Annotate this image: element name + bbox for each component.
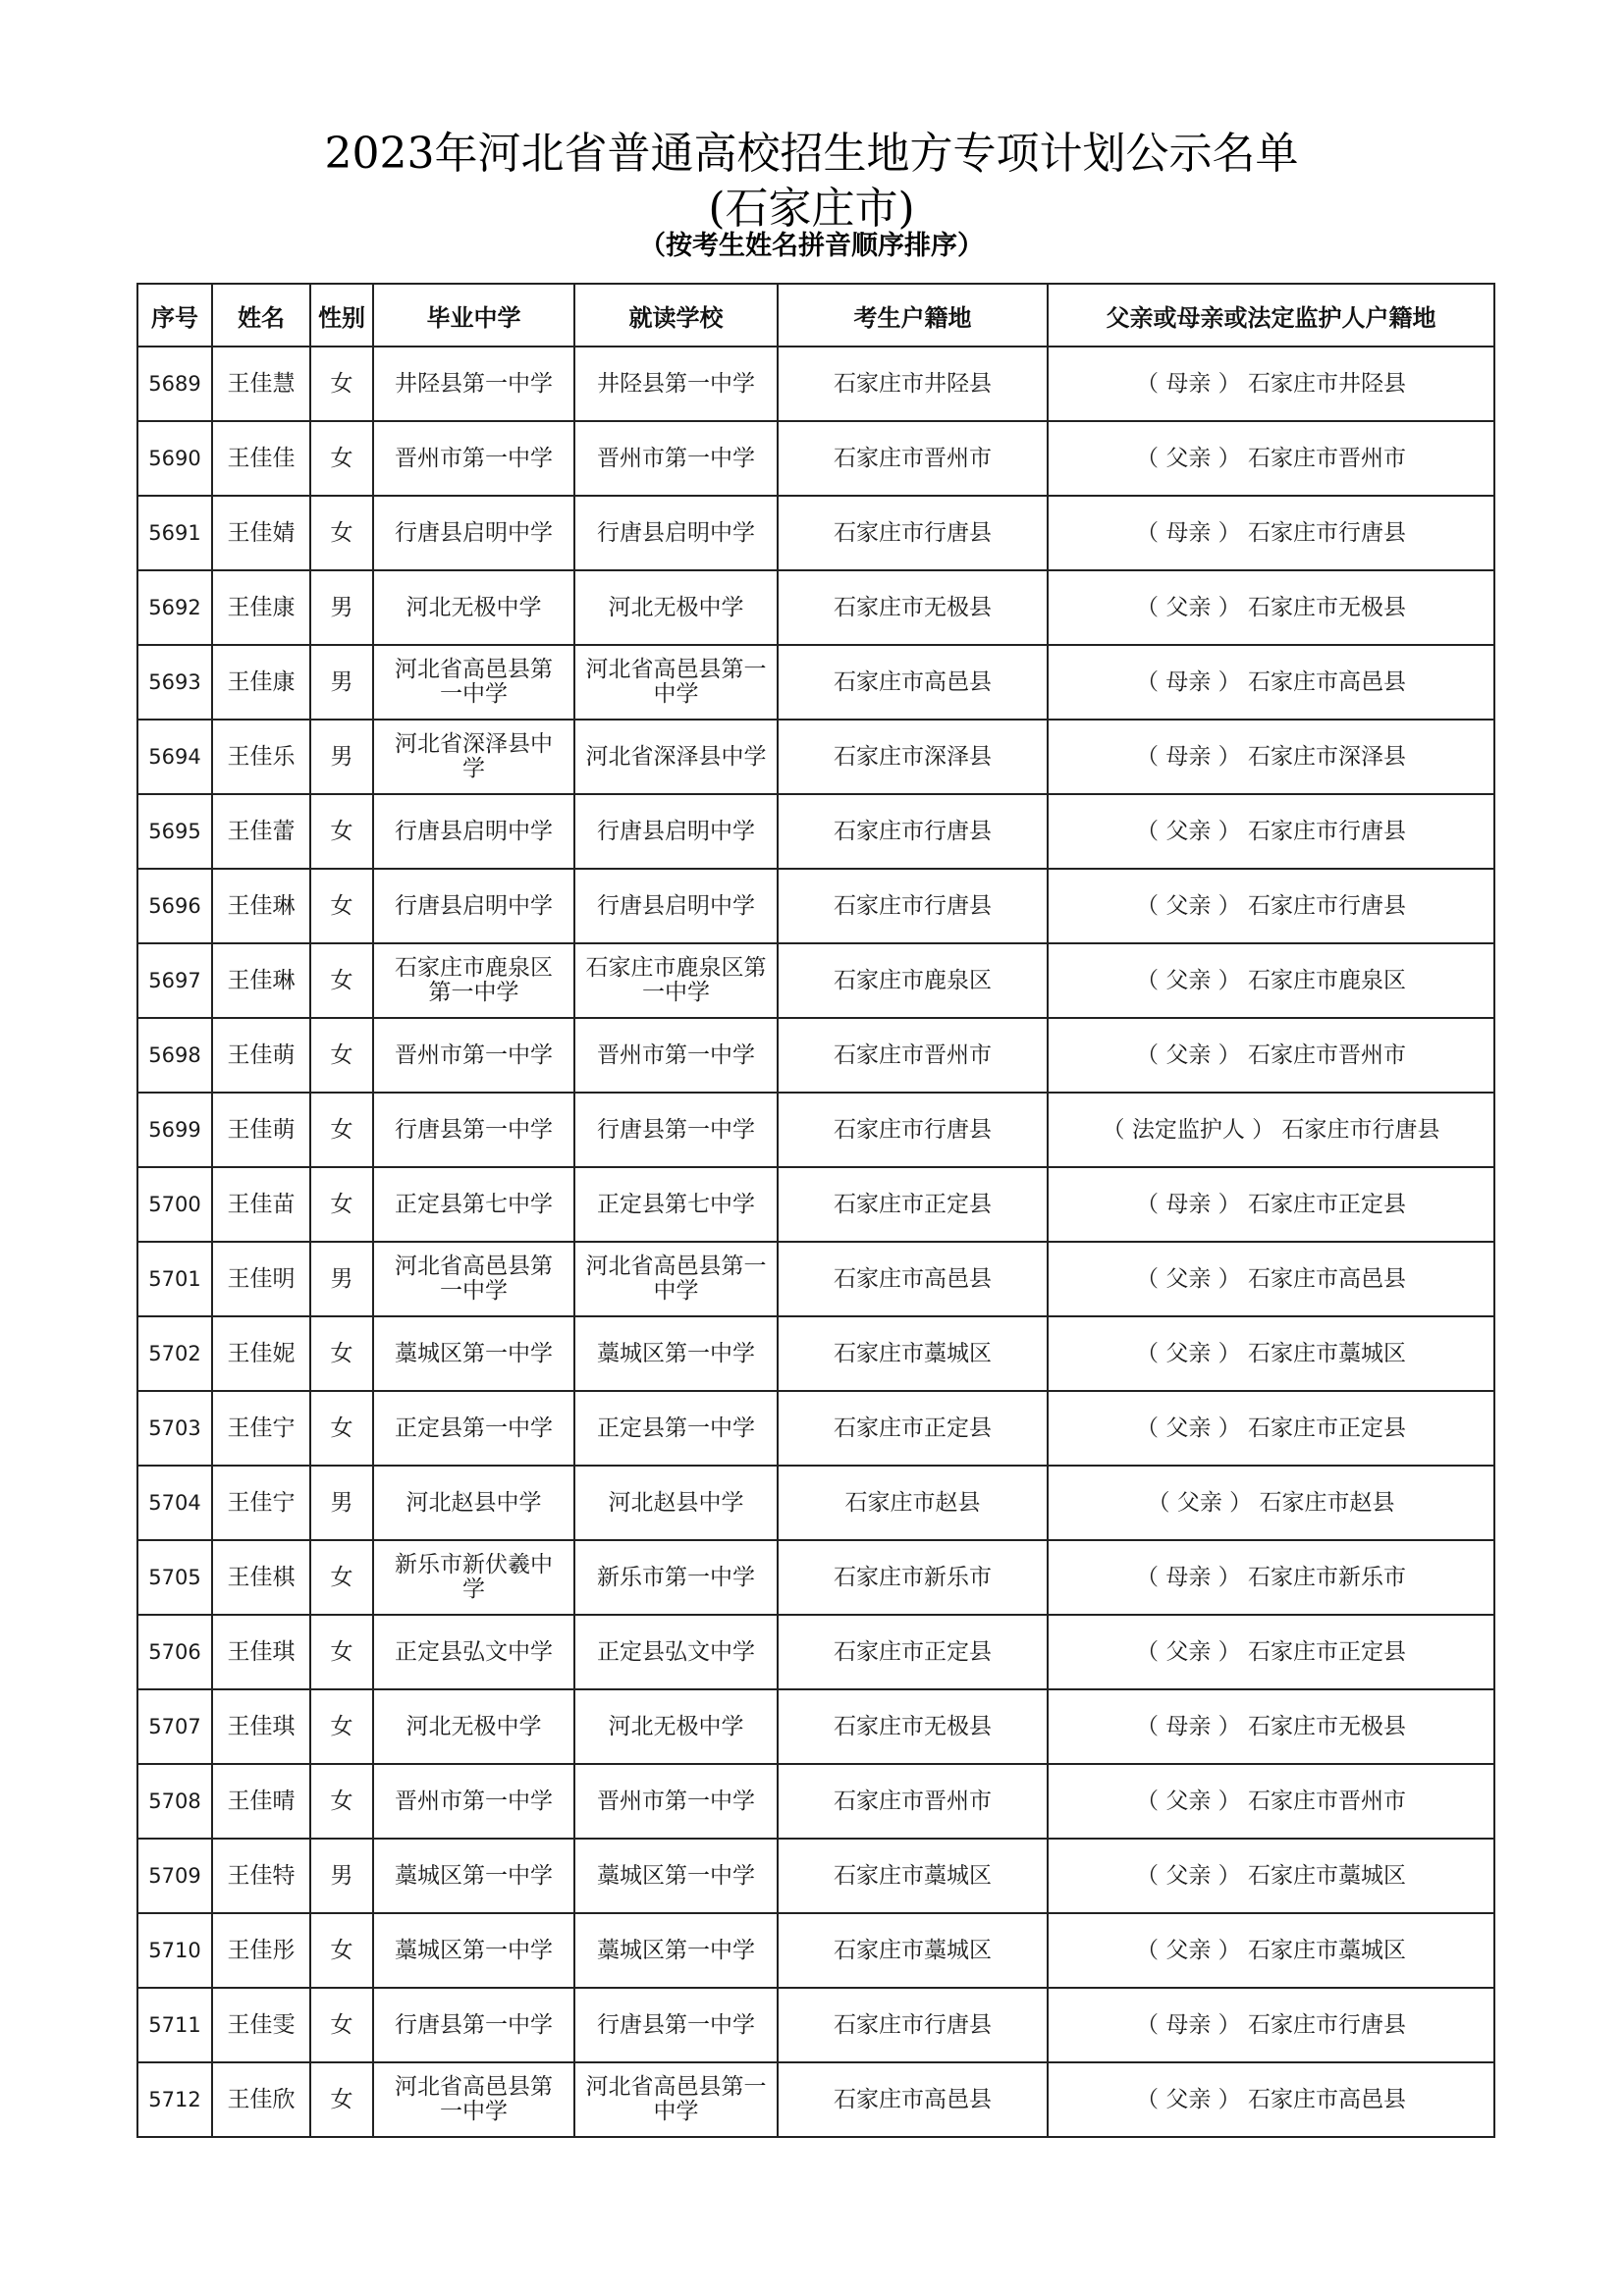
cell-seq: 5711: [137, 1988, 212, 2062]
cell-current-school: 行唐县第一中学: [574, 1988, 778, 2062]
cell-grad-school: 晋州市第一中学: [373, 1764, 574, 1839]
table-row: [137, 794, 1494, 869]
cell-grad-school: 藁城区第一中学: [373, 1316, 574, 1391]
cell-seq: 5690: [137, 421, 212, 496]
cell-gender: 男: [310, 1242, 373, 1316]
cell-grad-school: 行唐县第一中学: [373, 1988, 574, 2062]
cell-grad-school: 河北省高邑县第一中学: [373, 645, 574, 720]
header-gender: 性别: [310, 284, 373, 347]
cell-grad-school: 河北无极中学: [373, 1689, 574, 1764]
cell-guardian-hukou: （ 父亲 ） 石家庄市正定县: [1048, 1391, 1494, 1466]
cell-current-school: 河北省高邑县第一中学: [574, 2062, 778, 2137]
cell-student-hukou: 石家庄市藁城区: [778, 1316, 1048, 1391]
cell-name: 王佳明: [212, 1242, 310, 1316]
cell-current-school: 河北无极中学: [574, 570, 778, 645]
cell-seq: 5700: [137, 1167, 212, 1242]
header-grad-school: 毕业中学: [373, 284, 574, 347]
cell-gender: 女: [310, 1764, 373, 1839]
cell-current-school: 行唐县启明中学: [574, 869, 778, 943]
cell-seq: 5695: [137, 794, 212, 869]
cell-gender: 女: [310, 1018, 373, 1093]
cell-name: 王佳康: [212, 570, 310, 645]
cell-seq: 5696: [137, 869, 212, 943]
cell-current-school: 行唐县第一中学: [574, 1093, 778, 1167]
cell-current-school: 晋州市第一中学: [574, 1764, 778, 1839]
cell-guardian-hukou: （ 父亲 ） 石家庄市晋州市: [1048, 421, 1494, 496]
cell-seq: 5705: [137, 1540, 212, 1615]
cell-grad-school: 行唐县启明中学: [373, 869, 574, 943]
table-row: [137, 720, 1494, 794]
cell-gender: 男: [310, 645, 373, 720]
cell-guardian-hukou: （ 母亲 ） 石家庄市无极县: [1048, 1689, 1494, 1764]
cell-name: 王佳蕾: [212, 794, 310, 869]
header-student-hukou: 考生户籍地: [778, 284, 1048, 347]
header-guardian-hukou: 父亲或母亲或法定监护人户籍地: [1048, 284, 1494, 347]
table-header: [137, 284, 1494, 347]
cell-name: 王佳萌: [212, 1018, 310, 1093]
cell-guardian-hukou: （ 母亲 ） 石家庄市正定县: [1048, 1167, 1494, 1242]
table-row: [137, 1466, 1494, 1540]
table-row: [137, 496, 1494, 570]
cell-current-school: 河北无极中学: [574, 1689, 778, 1764]
cell-student-hukou: 石家庄市新乐市: [778, 1540, 1048, 1615]
cell-student-hukou: 石家庄市藁城区: [778, 1839, 1048, 1913]
cell-gender: 女: [310, 1540, 373, 1615]
cell-name: 王佳欣: [212, 2062, 310, 2137]
cell-seq: 5699: [137, 1093, 212, 1167]
cell-grad-school: 井陉县第一中学: [373, 347, 574, 421]
cell-student-hukou: 石家庄市正定县: [778, 1167, 1048, 1242]
cell-guardian-hukou: （ 父亲 ） 石家庄市晋州市: [1048, 1764, 1494, 1839]
header-seq: 序号: [137, 284, 212, 347]
cell-seq: 5697: [137, 943, 212, 1018]
cell-current-school: 河北省高邑县第一中学: [574, 1242, 778, 1316]
cell-name: 王佳婧: [212, 496, 310, 570]
cell-grad-school: 河北无极中学: [373, 570, 574, 645]
table-row: [137, 1689, 1494, 1764]
cell-gender: 男: [310, 570, 373, 645]
cell-gender: 女: [310, 869, 373, 943]
cell-student-hukou: 石家庄市藁城区: [778, 1913, 1048, 1988]
cell-guardian-hukou: （ 父亲 ） 石家庄市晋州市: [1048, 1018, 1494, 1093]
table-row: [137, 1018, 1494, 1093]
cell-seq: 5694: [137, 720, 212, 794]
table-row: [137, 645, 1494, 720]
cell-name: 王佳宁: [212, 1391, 310, 1466]
cell-name: 王佳慧: [212, 347, 310, 421]
cell-seq: 5698: [137, 1018, 212, 1093]
cell-current-school: 藁城区第一中学: [574, 1839, 778, 1913]
cell-gender: 女: [310, 496, 373, 570]
cell-current-school: 石家庄市鹿泉区第一中学: [574, 943, 778, 1018]
header-row: [137, 284, 1494, 347]
cell-current-school: 井陉县第一中学: [574, 347, 778, 421]
cell-student-hukou: 石家庄市无极县: [778, 570, 1048, 645]
cell-grad-school: 行唐县启明中学: [373, 496, 574, 570]
cell-current-school: 正定县第一中学: [574, 1391, 778, 1466]
cell-seq: 5701: [137, 1242, 212, 1316]
cell-student-hukou: 石家庄市鹿泉区: [778, 943, 1048, 1018]
table-row: [137, 869, 1494, 943]
cell-guardian-hukou: （ 母亲 ） 石家庄市新乐市: [1048, 1540, 1494, 1615]
document-title: 2023年河北省普通高校招生地方专项计划公示名单: [324, 129, 1299, 179]
cell-guardian-hukou: （ 母亲 ） 石家庄市高邑县: [1048, 645, 1494, 720]
cell-gender: 女: [310, 1689, 373, 1764]
cell-gender: 女: [310, 2062, 373, 2137]
cell-gender: 女: [310, 1167, 373, 1242]
cell-guardian-hukou: （ 母亲 ） 石家庄市井陉县: [1048, 347, 1494, 421]
cell-seq: 5712: [137, 2062, 212, 2137]
cell-name: 王佳琳: [212, 869, 310, 943]
cell-student-hukou: 石家庄市行唐县: [778, 1093, 1048, 1167]
cell-grad-school: 藁城区第一中学: [373, 1839, 574, 1913]
cell-grad-school: 行唐县启明中学: [373, 794, 574, 869]
table-row: [137, 1764, 1494, 1839]
cell-seq: 5706: [137, 1615, 212, 1689]
table-row: [137, 570, 1494, 645]
cell-name: 王佳康: [212, 645, 310, 720]
cell-guardian-hukou: （ 父亲 ） 石家庄市无极县: [1048, 570, 1494, 645]
cell-student-hukou: 石家庄市无极县: [778, 1689, 1048, 1764]
cell-grad-school: 河北省深泽县中学: [373, 720, 574, 794]
table-row: [137, 1615, 1494, 1689]
cell-seq: 5709: [137, 1839, 212, 1913]
cell-guardian-hukou: （ 父亲 ） 石家庄市高邑县: [1048, 1242, 1494, 1316]
cell-name: 王佳特: [212, 1839, 310, 1913]
cell-name: 王佳乐: [212, 720, 310, 794]
cell-student-hukou: 石家庄市行唐县: [778, 1988, 1048, 2062]
cell-student-hukou: 石家庄市井陉县: [778, 347, 1048, 421]
cell-gender: 男: [310, 720, 373, 794]
cell-grad-school: 行唐县第一中学: [373, 1093, 574, 1167]
cell-current-school: 正定县第七中学: [574, 1167, 778, 1242]
cell-name: 王佳妮: [212, 1316, 310, 1391]
cell-grad-school: 晋州市第一中学: [373, 421, 574, 496]
cell-grad-school: 藁城区第一中学: [373, 1913, 574, 1988]
cell-grad-school: 河北省高邑县第一中学: [373, 1242, 574, 1316]
cell-student-hukou: 石家庄市深泽县: [778, 720, 1048, 794]
table-body: [137, 347, 1494, 2137]
cell-current-school: 晋州市第一中学: [574, 421, 778, 496]
cell-current-school: 河北省高邑县第一中学: [574, 645, 778, 720]
cell-seq: 5693: [137, 645, 212, 720]
cell-grad-school: 正定县第一中学: [373, 1391, 574, 1466]
table-row: [137, 1093, 1494, 1167]
cell-gender: 女: [310, 347, 373, 421]
cell-student-hukou: 石家庄市行唐县: [778, 496, 1048, 570]
cell-grad-school: 晋州市第一中学: [373, 1018, 574, 1093]
cell-name: 王佳佳: [212, 421, 310, 496]
cell-name: 王佳苗: [212, 1167, 310, 1242]
roster-table: [136, 283, 1495, 2138]
cell-student-hukou: 石家庄市行唐县: [778, 869, 1048, 943]
cell-gender: 女: [310, 1615, 373, 1689]
cell-student-hukou: 石家庄市正定县: [778, 1391, 1048, 1466]
cell-name: 王佳雯: [212, 1988, 310, 2062]
cell-name: 王佳棋: [212, 1540, 310, 1615]
table-row: [137, 1540, 1494, 1615]
document-city: (石家庄市): [708, 184, 915, 234]
cell-student-hukou: 石家庄市赵县: [778, 1466, 1048, 1540]
cell-seq: 5710: [137, 1913, 212, 1988]
table-row: [137, 421, 1494, 496]
table-row: [137, 1391, 1494, 1466]
cell-current-school: 藁城区第一中学: [574, 1316, 778, 1391]
table-row: [137, 1839, 1494, 1913]
cell-student-hukou: 石家庄市高邑县: [778, 1242, 1048, 1316]
cell-gender: 男: [310, 1839, 373, 1913]
cell-student-hukou: 石家庄市高邑县: [778, 2062, 1048, 2137]
cell-current-school: 行唐县启明中学: [574, 496, 778, 570]
cell-gender: 女: [310, 943, 373, 1018]
cell-guardian-hukou: （ 父亲 ） 石家庄市藁城区: [1048, 1839, 1494, 1913]
document-sort-note: （按考生姓名拼音顺序排序）: [639, 231, 984, 261]
cell-seq: 5692: [137, 570, 212, 645]
cell-grad-school: 河北省高邑县第一中学: [373, 2062, 574, 2137]
cell-grad-school: 石家庄市鹿泉区第一中学: [373, 943, 574, 1018]
cell-gender: 男: [310, 1466, 373, 1540]
cell-current-school: 新乐市第一中学: [574, 1540, 778, 1615]
cell-gender: 女: [310, 1316, 373, 1391]
cell-name: 王佳晴: [212, 1764, 310, 1839]
cell-guardian-hukou: （ 母亲 ） 石家庄市行唐县: [1048, 1988, 1494, 2062]
cell-guardian-hukou: （ 父亲 ） 石家庄市赵县: [1048, 1466, 1494, 1540]
cell-grad-school: 河北赵县中学: [373, 1466, 574, 1540]
cell-guardian-hukou: （ 父亲 ） 石家庄市鹿泉区: [1048, 943, 1494, 1018]
header-current-school: 就读学校: [574, 284, 778, 347]
cell-current-school: 藁城区第一中学: [574, 1913, 778, 1988]
cell-guardian-hukou: （ 母亲 ） 石家庄市行唐县: [1048, 496, 1494, 570]
cell-grad-school: 新乐市新伏羲中学: [373, 1540, 574, 1615]
cell-guardian-hukou: （ 法定监护人 ） 石家庄市行唐县: [1048, 1093, 1494, 1167]
table-row: [137, 1167, 1494, 1242]
cell-guardian-hukou: （ 母亲 ） 石家庄市深泽县: [1048, 720, 1494, 794]
cell-gender: 女: [310, 1913, 373, 1988]
cell-student-hukou: 石家庄市高邑县: [778, 645, 1048, 720]
cell-current-school: 晋州市第一中学: [574, 1018, 778, 1093]
cell-gender: 女: [310, 1391, 373, 1466]
cell-name: 王佳宁: [212, 1466, 310, 1540]
cell-grad-school: 正定县第七中学: [373, 1167, 574, 1242]
cell-seq: 5702: [137, 1316, 212, 1391]
cell-seq: 5703: [137, 1391, 212, 1466]
cell-current-school: 行唐县启明中学: [574, 794, 778, 869]
cell-seq: 5708: [137, 1764, 212, 1839]
cell-name: 王佳琳: [212, 943, 310, 1018]
cell-guardian-hukou: （ 父亲 ） 石家庄市高邑县: [1048, 2062, 1494, 2137]
cell-grad-school: 正定县弘文中学: [373, 1615, 574, 1689]
cell-student-hukou: 石家庄市行唐县: [778, 794, 1048, 869]
cell-gender: 女: [310, 1988, 373, 2062]
cell-seq: 5691: [137, 496, 212, 570]
cell-student-hukou: 石家庄市晋州市: [778, 1764, 1048, 1839]
cell-name: 王佳琪: [212, 1615, 310, 1689]
table-row: [137, 1988, 1494, 2062]
table-row: [137, 1913, 1494, 1988]
cell-seq: 5704: [137, 1466, 212, 1540]
cell-name: 王佳琪: [212, 1689, 310, 1764]
cell-guardian-hukou: （ 父亲 ） 石家庄市行唐县: [1048, 794, 1494, 869]
cell-student-hukou: 石家庄市晋州市: [778, 421, 1048, 496]
header-name: 姓名: [212, 284, 310, 347]
table-row: [137, 2062, 1494, 2137]
cell-seq: 5689: [137, 347, 212, 421]
cell-guardian-hukou: （ 父亲 ） 石家庄市藁城区: [1048, 1316, 1494, 1391]
cell-gender: 女: [310, 421, 373, 496]
cell-current-school: 河北省深泽县中学: [574, 720, 778, 794]
cell-name: 王佳彤: [212, 1913, 310, 1988]
cell-gender: 女: [310, 1093, 373, 1167]
cell-current-school: 河北赵县中学: [574, 1466, 778, 1540]
cell-gender: 女: [310, 794, 373, 869]
table-row: [137, 1316, 1494, 1391]
cell-seq: 5707: [137, 1689, 212, 1764]
cell-current-school: 正定县弘文中学: [574, 1615, 778, 1689]
table-row: [137, 943, 1494, 1018]
table-row: [137, 1242, 1494, 1316]
cell-name: 王佳萌: [212, 1093, 310, 1167]
cell-guardian-hukou: （ 父亲 ） 石家庄市正定县: [1048, 1615, 1494, 1689]
cell-student-hukou: 石家庄市正定县: [778, 1615, 1048, 1689]
cell-guardian-hukou: （ 父亲 ） 石家庄市藁城区: [1048, 1913, 1494, 1988]
cell-guardian-hukou: （ 父亲 ） 石家庄市行唐县: [1048, 869, 1494, 943]
table-row: [137, 347, 1494, 421]
cell-student-hukou: 石家庄市晋州市: [778, 1018, 1048, 1093]
